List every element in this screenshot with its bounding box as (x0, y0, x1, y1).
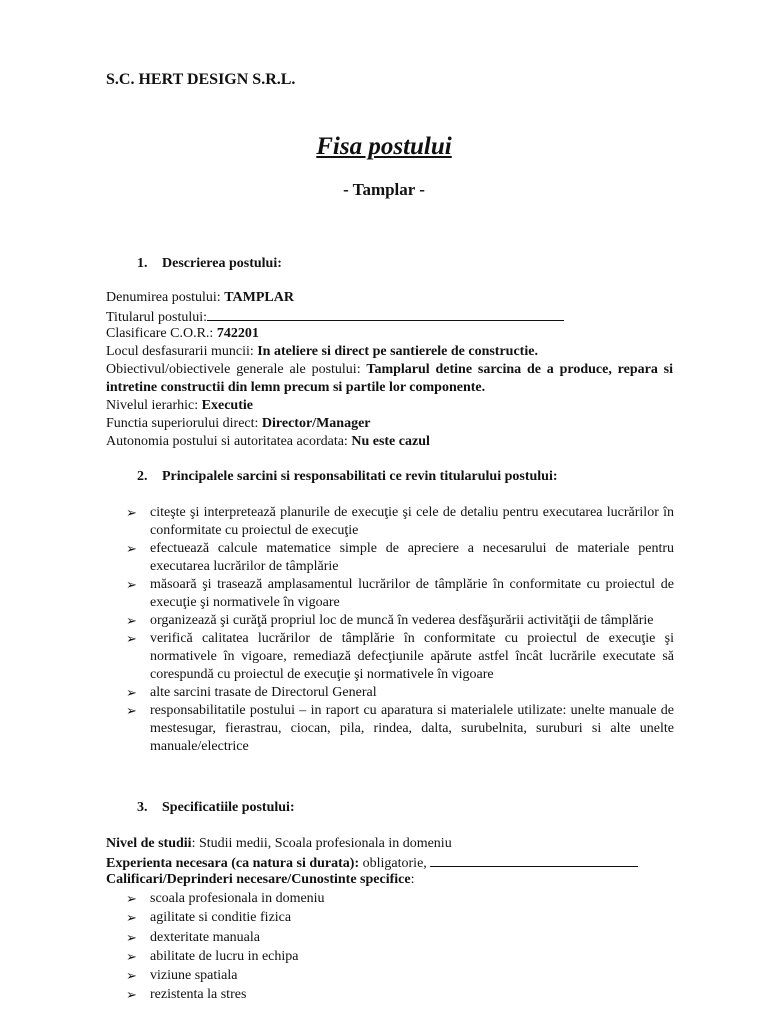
section-3-title: Specificatiile postului: (162, 800, 295, 815)
responsibilities-list (126, 504, 674, 756)
list-item (126, 928, 325, 947)
cor-value: 742201 (216, 326, 259, 341)
document-title: Fisa postului (316, 133, 452, 160)
arrow-bullet-icon: ➢ (126, 987, 137, 1003)
list-item (126, 702, 674, 756)
field-titular (106, 307, 564, 327)
field-obiectiv (106, 361, 673, 397)
studii-value: : Studii medii, Scoala profesionala in domeniu (191, 836, 452, 851)
list-item (126, 966, 325, 985)
list-item-text: citeşte şi interpretează planurile de execuţie şi cele de detaliu pentru executarea lucrărilor în conformitate cu proiectul de execuţie (150, 505, 674, 538)
section-1-number: 1. (137, 256, 148, 271)
arrow-bullet-icon: ➢ (126, 703, 137, 718)
arrow-bullet-icon: ➢ (126, 631, 137, 646)
locul-value: In ateliere si direct pe santierele de constructie. (257, 344, 538, 359)
denumire-value: TAMPLAR (224, 290, 294, 305)
field-experienta (106, 853, 638, 873)
section-3-number: 3. (137, 800, 148, 815)
obiectiv-label: Obiectivul/obiectivele generale ale postului: (106, 362, 367, 377)
experienta-label: Experienta necesara (ca natura si durata): (106, 856, 360, 871)
experienta-value: obligatorie, (359, 856, 431, 871)
obiectiv-value: Tamplarul detine sarcina de a produce, repara si intretine constructii din lemn precum si partile lor componente. (106, 362, 674, 395)
list-item-text: alte sarcini trasate de Directorul General (150, 685, 377, 700)
arrow-bullet-icon: ➢ (126, 577, 137, 592)
field-denumire (106, 289, 294, 307)
field-nivel (106, 397, 253, 415)
list-item-text: rezistenta la stres (150, 987, 247, 1003)
list-item-text: verifică calitatea lucrărilor de tâmplărie în conformitate cu proiectul de execuţie şi normativele în vigoare, remediază defecţiunile apărute astfel încât lucrările executate să corespundă cu proiectul de execuţie şi normativele în vigoare (150, 631, 674, 682)
list-item (126, 908, 325, 927)
field-studii (106, 835, 452, 853)
list-item-text: efectuează calcule matematice simple de apreciere a necesarului de materiale pentru executarea lucrărilor de tâmplărie (150, 541, 674, 574)
functia-label: Functia superiorului direct: (106, 416, 262, 431)
section-2-number: 2. (137, 469, 148, 484)
section-2-heading (137, 469, 558, 485)
list-item-text: responsabilitatile postului – in raport cu aparatura si materialele utilizate: unelte manuale de mestesugar, fierastrau, ciocan, pila, rindea, dalta, surubelnita, suruburi si alte unelte manuale/electrice (150, 703, 674, 754)
field-calificari (106, 871, 414, 889)
skills-list (126, 889, 325, 1005)
experienta-blank-line (430, 853, 638, 867)
arrow-bullet-icon: ➢ (126, 505, 137, 520)
list-item (126, 985, 325, 1004)
list-item (126, 576, 674, 612)
arrow-bullet-icon: ➢ (126, 929, 137, 945)
list-item-text: abilitate de lucru in echipa (150, 948, 299, 964)
document-subtitle: - Tamplar - (343, 180, 425, 199)
list-item (126, 630, 674, 684)
section-1-title: Descrierea postului: (162, 256, 282, 271)
cor-label: Clasificare C.O.R.: (106, 326, 217, 341)
list-item (126, 889, 325, 908)
section-2-title: Principalele sarcini si responsabilitati ce revin titularului postului: (162, 469, 558, 484)
list-item-text: agilitate si conditie fizica (150, 910, 292, 926)
company-name: S.C. HERT DESIGN S.R.L. (106, 71, 296, 88)
arrow-bullet-icon: ➢ (126, 891, 137, 906)
calificari-suffix: : (410, 872, 415, 887)
arrow-bullet-icon: ➢ (126, 541, 137, 556)
list-item-text: dexteritate manuala (150, 929, 260, 945)
list-item (126, 612, 674, 630)
list-item (126, 504, 674, 540)
arrow-bullet-icon: ➢ (126, 613, 137, 628)
arrow-bullet-icon: ➢ (126, 910, 137, 926)
section-1-heading (137, 256, 282, 272)
locul-label: Locul desfasurarii muncii: (106, 344, 258, 359)
list-item-text: măsoară şi trasează amplasamentul lucrărilor de tâmplărie în conformitate cu proiectul de execuţie şi normativele în vigoare (150, 577, 674, 610)
list-item-text: viziune spatiala (150, 968, 238, 984)
list-item-text: organizează şi curăţă propriul loc de muncă în vederea desfăşurării activităţii de tâmplărie (150, 613, 654, 628)
field-autonomia (106, 433, 430, 451)
list-item (126, 684, 674, 702)
field-functia (106, 415, 371, 433)
arrow-bullet-icon: ➢ (126, 968, 137, 984)
functia-value: Director/Manager (261, 416, 371, 431)
list-item (126, 947, 325, 966)
titular-label: Titularul postului: (106, 310, 208, 325)
arrow-bullet-icon: ➢ (126, 685, 137, 700)
arrow-bullet-icon: ➢ (126, 948, 137, 964)
autonomia-label: Autonomia postului si autoritatea acordata: (106, 434, 352, 449)
section-3-heading (137, 800, 295, 816)
nivel-label: Nivelul ierarhic: (106, 398, 202, 413)
calificari-label: Calificari/Deprinderi necesare/Cunostinte specifice (106, 872, 411, 887)
field-cor (106, 325, 259, 343)
titular-blank-line (207, 307, 564, 321)
autonomia-value: Nu este cazul (351, 434, 430, 449)
nivel-value: Executie (201, 398, 253, 413)
denumire-label: Denumirea postului: (106, 290, 225, 305)
list-item (126, 540, 674, 576)
field-locul (106, 343, 538, 361)
studii-label: Nivel de studii (106, 836, 192, 851)
list-item-text: scoala profesionala in domeniu (150, 891, 325, 906)
